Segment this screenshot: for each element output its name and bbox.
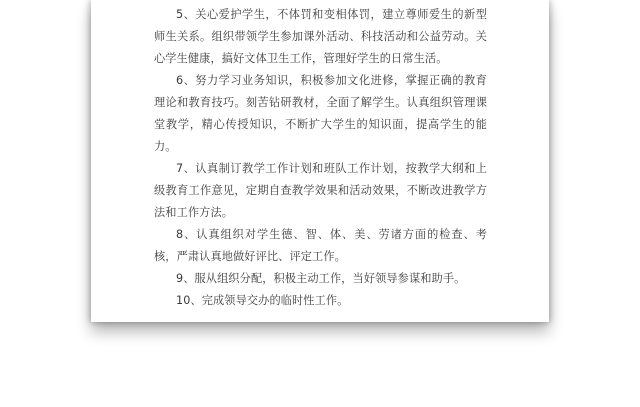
document-page (91, 0, 549, 322)
duty-item-6: 6、努力学习业务知识，积极参加文化进修，掌握正确的教育理论和教育技巧。刻苦钻研教材，全面了解学生。认真组织管理课堂教学，精心传授知识，不断扩大学生的知识面，提高学生的能力。 (154, 74, 487, 153)
document-body (154, 4, 487, 312)
duty-item-8: 8、认真组织对学生德、智、体、美、劳诸方面的检查、考核，严肃认真地做好评比、评定工作。 (154, 228, 487, 263)
duty-item-5: 5、关心爱护学生，不体罚和变相体罚，建立尊师爱生的新型师生关系。组织带领学生参加课外活动、科技活动和公益劳动。关心学生健康，搞好文体卫生工作，管理好学生的日常生活。 (154, 8, 487, 65)
duty-item-7: 7、认真制订教学工作计划和班队工作计划，按教学大纲和上级教育工作意见，定期自查教学效果和活动效果，不断改进教学方法和工作方法。 (154, 162, 487, 219)
duty-item-9: 9、服从组织分配，积极主动工作，当好领导参谋和助手。 (176, 272, 466, 285)
duty-item-10: 10、完成领导交办的临时性工作。 (176, 294, 349, 307)
